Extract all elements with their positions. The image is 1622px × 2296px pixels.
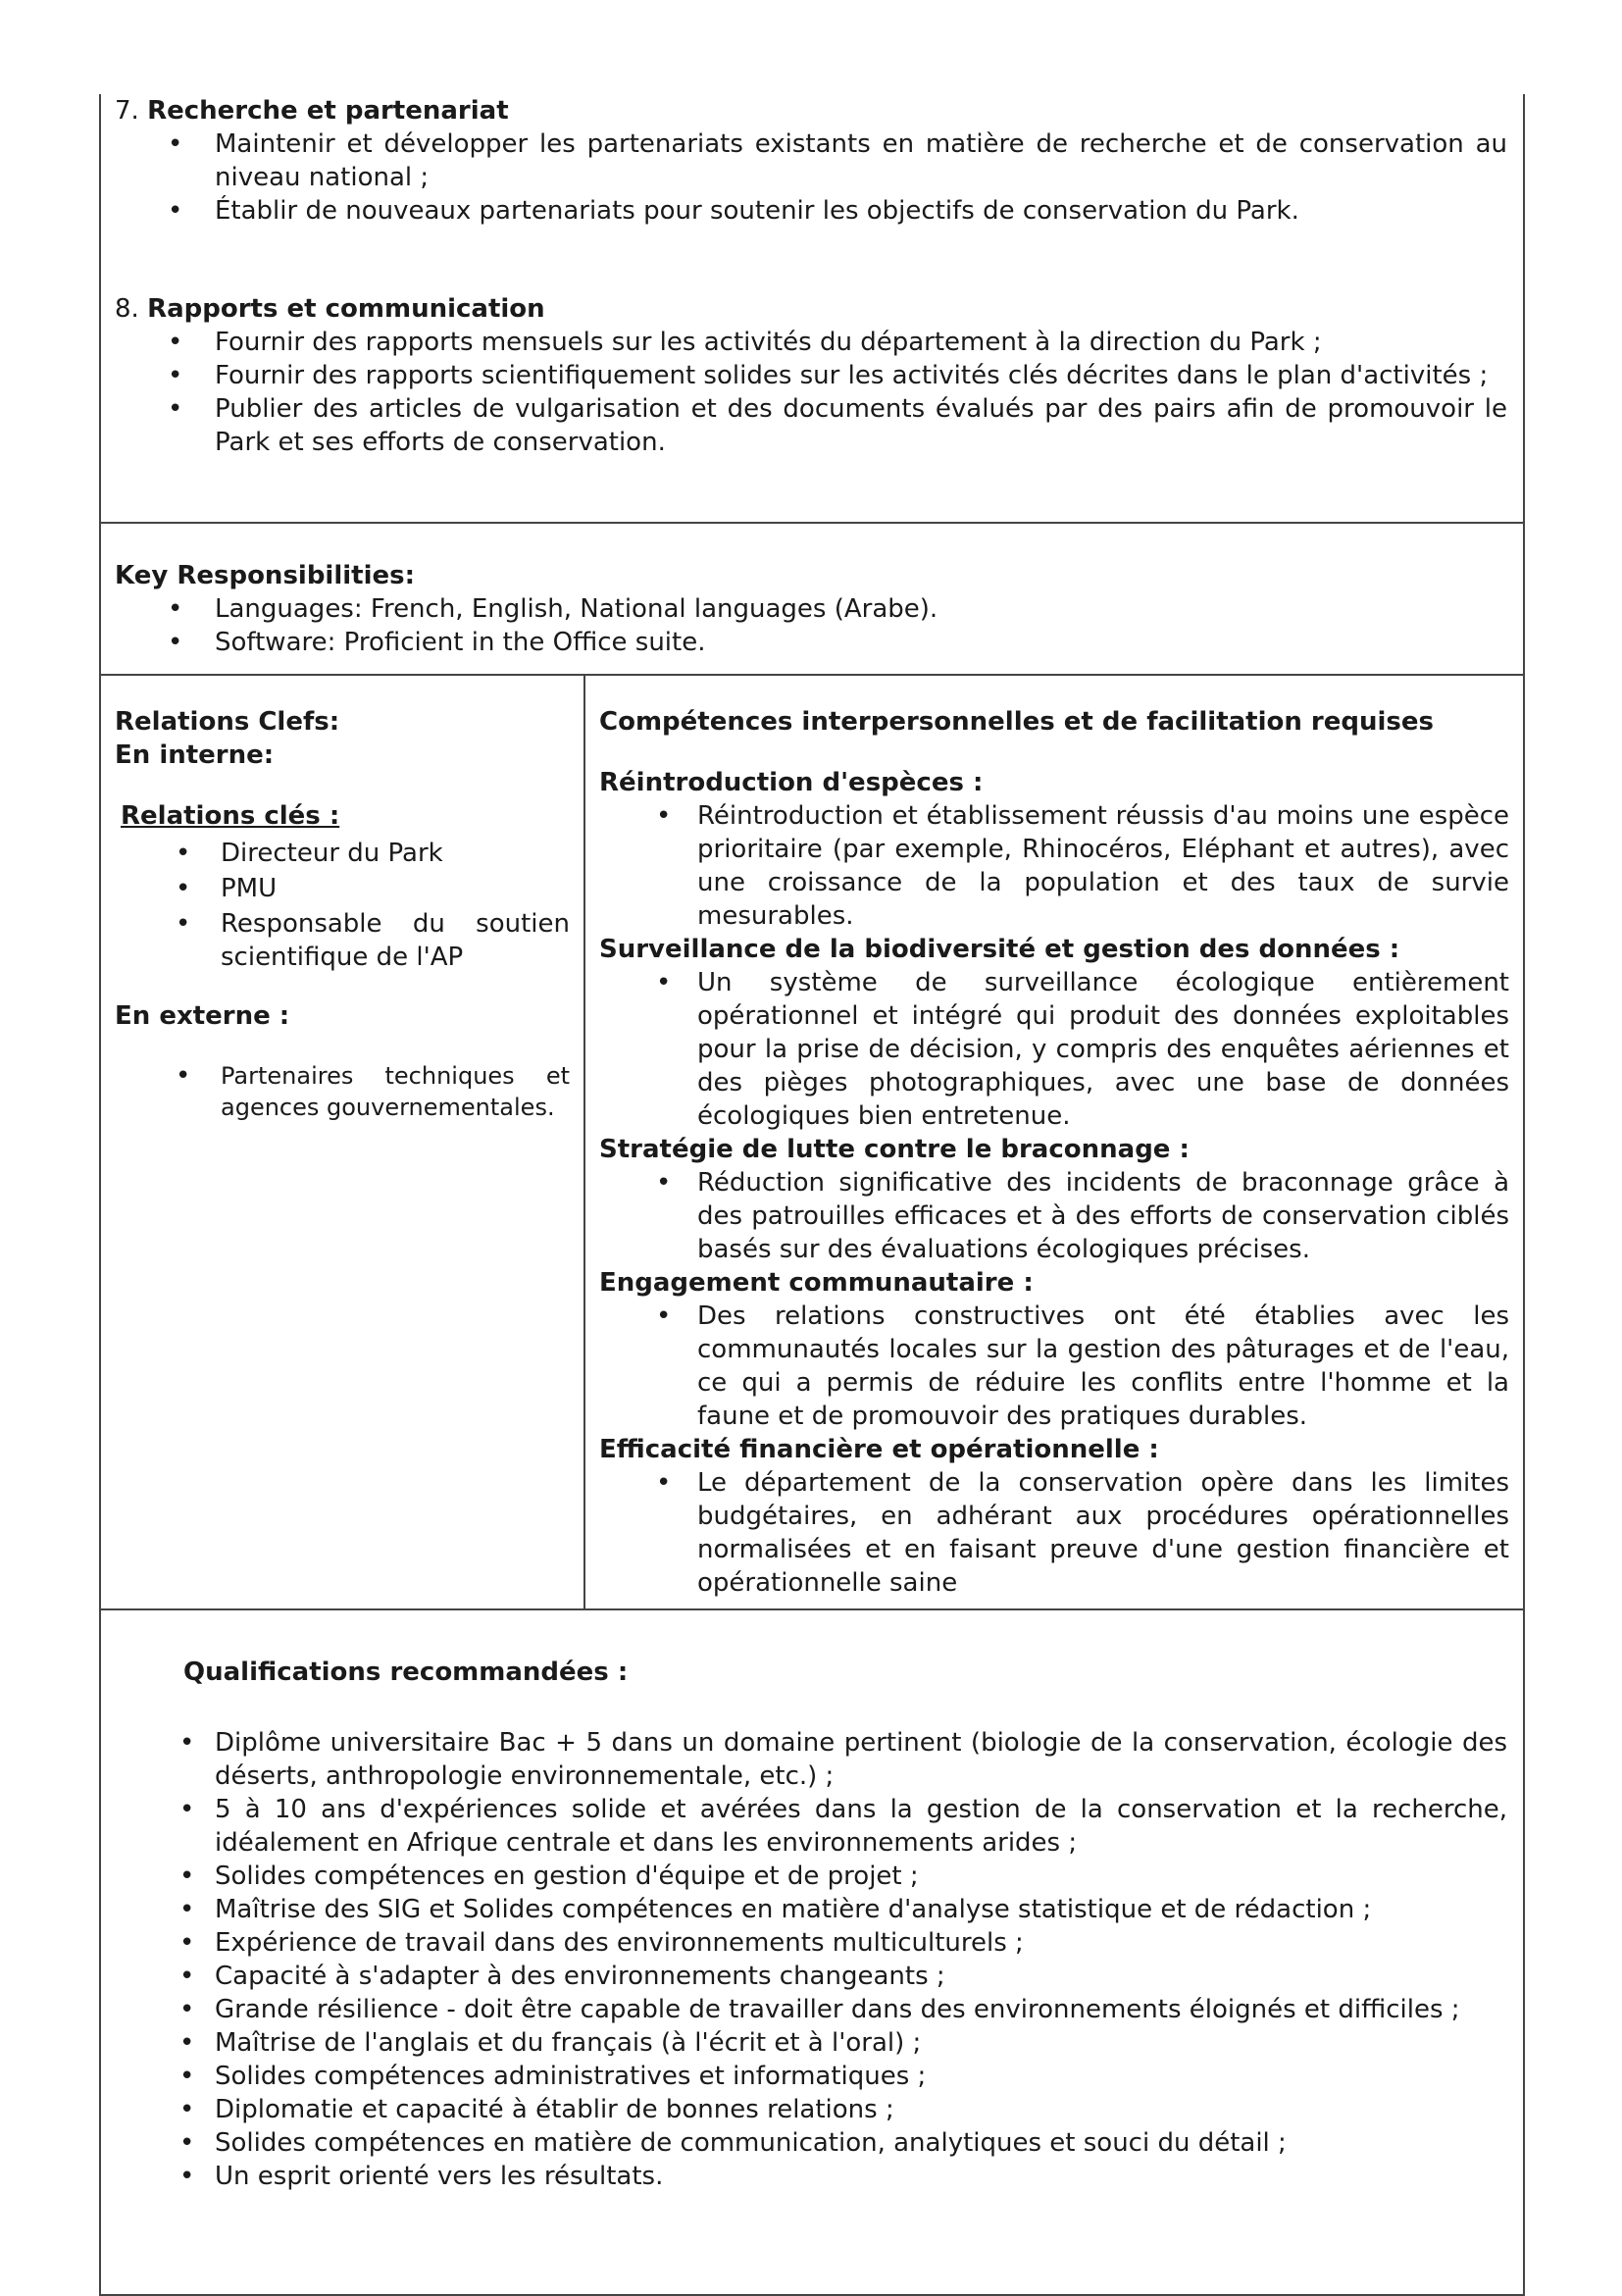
list-item: • Réintroduction et établissement réussis d'au moins une espèce prioritaire (par exemple, Rhinocéros, Eléphant et autres), avec une croissance de la population et des taux de survie mesurables. (599, 799, 1509, 933)
list-item: • Maîtrise de l'anglais et du français (à l'écrit et à l'oral) ; (115, 2026, 1507, 2060)
competence-group-list (599, 1300, 1509, 1433)
qualifications-title: Qualifications recommandées : (183, 1658, 629, 1687)
competences-title: Compétences interpersonnelles et de facilitation requises (599, 707, 1435, 737)
list-item: • Solides compétences administratives et informatiques ; (115, 2060, 1507, 2093)
list-item: • Solides compétences en gestion d'équipe et de projet ; (115, 1860, 1507, 1893)
activities-row (101, 94, 1523, 524)
list-item: • Un esprit orienté vers les résultats. (115, 2160, 1507, 2193)
external-relations-list (115, 1060, 570, 1123)
list-item: • Fournir des rapports mensuels sur les activités du département à la direction du Park ; (115, 326, 1507, 359)
competence-group-title: Réintroduction d'espèces : (599, 768, 984, 797)
section-8-heading (115, 292, 1507, 326)
list-item: • Des relations constructives ont été établies avec les communautés locales sur la gestion des pâturages et de l'eau, ce qui a permis de réduire les conflits entre l'homme et la faune et de promouvoir des pratiques durables. (599, 1300, 1509, 1433)
list-item: • Languages: French, English, National languages (Arabe). (115, 592, 1507, 626)
relations-column (101, 676, 585, 1608)
competence-group-list (599, 966, 1509, 1133)
competence-group-list (599, 1466, 1509, 1600)
key-relations-label: Relations clés : (121, 801, 340, 831)
list-item: • Solides compétences en matière de communication, analytiques et souci du détail ; (115, 2126, 1507, 2160)
section-8-number: 8. (115, 294, 148, 324)
list-item: • 5 à 10 ans d'expériences solide et avérées dans la gestion de la conservation et la recherche, idéalement en Afrique centrale et dans les environnements arides ; (115, 1793, 1507, 1860)
list-item: • Maîtrise des SIG et Solides compétences en matière d'analyse statistique et de rédaction ; (115, 1893, 1507, 1926)
internal-label: En interne: (115, 740, 275, 770)
relations-competences-row (101, 676, 1523, 1610)
competence-group-list (599, 799, 1509, 933)
competence-group-title: Surveillance de la biodiversité et gestion des données : (599, 935, 1400, 964)
section-8-title: Rapports et communication (147, 294, 545, 324)
list-item: • Directeur du Park (115, 837, 570, 870)
competence-group-title: Efficacité financière et opérationnelle : (599, 1435, 1159, 1464)
list-item: • Réduction significative des incidents de braconnage grâce à des patrouilles efficaces et à des efforts de conservation ciblés basés sur des évaluations écologiques précises. (599, 1166, 1509, 1266)
qualifications-row (101, 1610, 1523, 2296)
document-table (99, 94, 1525, 2296)
external-label: En externe : (115, 1001, 290, 1031)
list-item: • Le département de la conservation opère dans les limites budgétaires, en adhérant aux procédures opérationnelles normalisées et en faisant preuve d'une gestion financière et opérationnelle saine (599, 1466, 1509, 1600)
qualifications-list (115, 1726, 1507, 2193)
key-responsibilities-list (115, 592, 1507, 659)
key-responsibilities-title: Key Responsibilities: (115, 561, 416, 590)
list-item: • Responsable du soutien scientifique de l'AP (115, 907, 570, 974)
internal-relations-list (115, 837, 570, 974)
section-8-list (115, 326, 1507, 459)
competences-column (585, 676, 1523, 1608)
competence-group-title: Engagement communautaire : (599, 1268, 1034, 1298)
list-item: • PMU (115, 872, 570, 905)
competence-group-list (599, 1166, 1509, 1266)
list-item: • Diplomatie et capacité à établir de bonnes relations ; (115, 2093, 1507, 2126)
list-item: • Publier des articles de vulgarisation et des documents évalués par des pairs afin de promouvoir le Park et ses efforts de conservation. (115, 392, 1507, 459)
relations-title: Relations Clefs: (115, 707, 340, 737)
section-7-heading (115, 94, 1507, 128)
section-7-number: 7. (115, 96, 148, 126)
key-responsibilities-row (101, 524, 1523, 676)
section-7-list (115, 128, 1507, 228)
competence-group-title: Stratégie de lutte contre le braconnage : (599, 1135, 1190, 1164)
list-item: • Un système de surveillance écologique entièrement opérationnel et intégré qui produit des données exploitables pour la prise de décision, y compris des enquêtes aériennes et des pièges photographiques, avec une base de données écologiques bien entretenue. (599, 966, 1509, 1133)
section-7-title: Recherche et partenariat (147, 96, 509, 126)
list-item: • Capacité à s'adapter à des environnements changeants ; (115, 1960, 1507, 1993)
list-item: • Software: Proficient in the Office suite. (115, 626, 1507, 659)
section-7 (115, 94, 1507, 228)
list-item: • Maintenir et développer les partenariats existants en matière de recherche et de conservation au niveau national ; (115, 128, 1507, 194)
list-item: • Fournir des rapports scientifiquement solides sur les activités clés décrites dans le plan d'activités ; (115, 359, 1507, 392)
list-item: • Diplôme universitaire Bac + 5 dans un domaine pertinent (biologie de la conservation, écologie des déserts, anthropologie environnementale, etc.) ; (115, 1726, 1507, 1793)
section-8 (115, 292, 1507, 459)
list-item: • Expérience de travail dans des environnements multiculturels ; (115, 1926, 1507, 1960)
list-item: • Partenaires techniques et agences gouvernementales. (115, 1060, 570, 1123)
list-item: • Grande résilience - doit être capable de travailler dans des environnements éloignés et difficiles ; (115, 1993, 1507, 2026)
list-item: • Établir de nouveaux partenariats pour soutenir les objectifs de conservation du Park. (115, 194, 1507, 228)
